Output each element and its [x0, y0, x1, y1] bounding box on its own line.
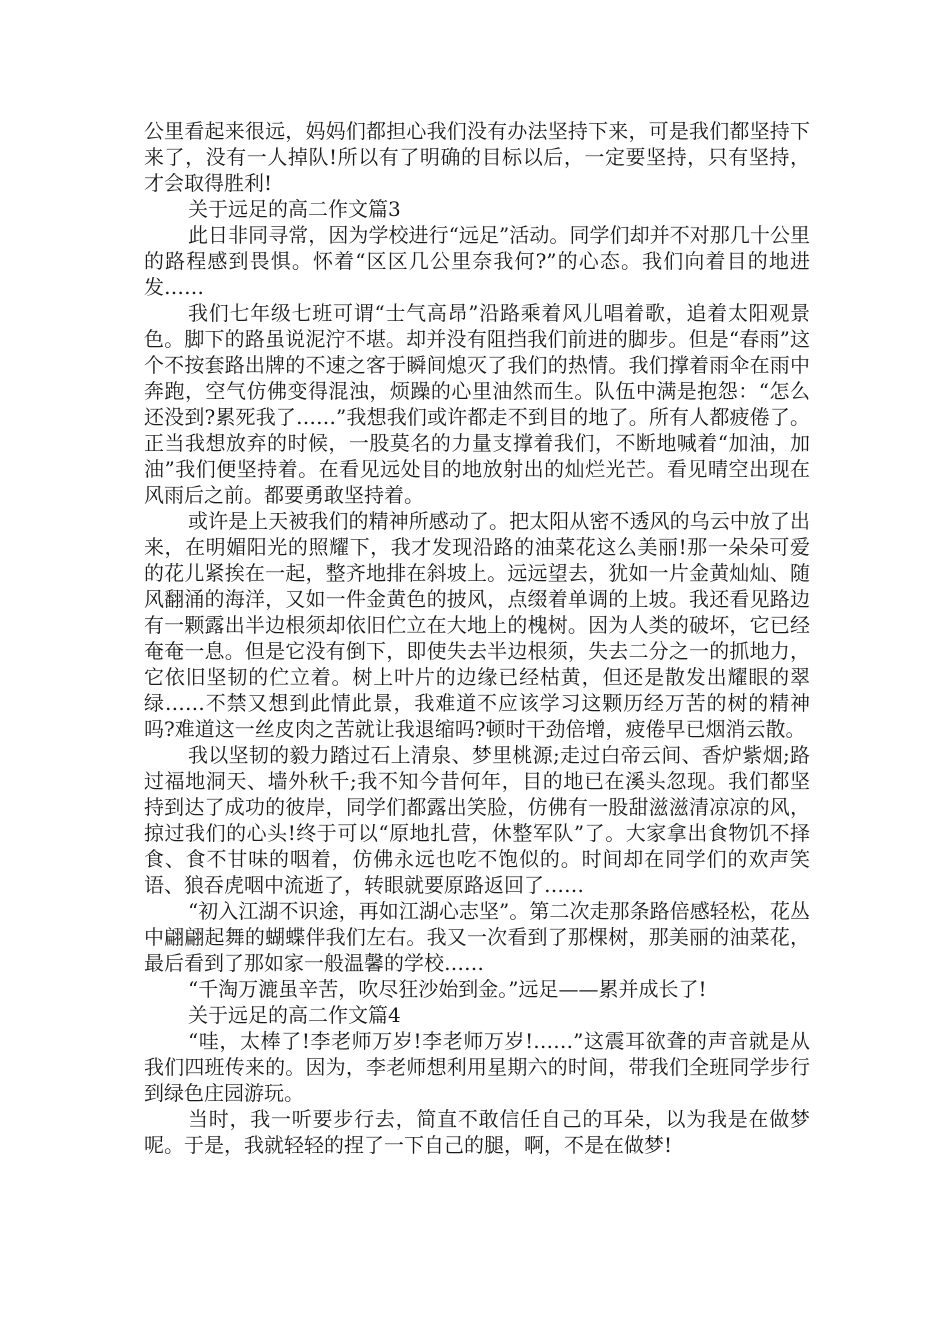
section-heading-4: 关于远足的高二作文篇4 — [188, 1003, 401, 1027]
paragraph: “千淘万漉虽辛苦，吹尽狂沙始到金。”远足——累并成长了! — [188, 977, 707, 1001]
paragraph: 当时，我一听要步行去，简直不敢信任自己的耳朵，以为我是在做梦呢。于是，我就轻轻的捏了一下自己的腿，啊，不是在做梦! — [144, 1107, 810, 1157]
paragraph-continuation: 公里看起来很远，妈妈们都担心我们没有办法坚持下来，可是我们都坚持下来了，没有一人掉队!所以有了明确的目标以后，一定要坚持，只有坚持，才会取得胜利! — [144, 119, 810, 195]
paragraph: “初入江湖不识途，再如江湖心志坚”。第二次走那条路倍感轻松，花丛中翩翩起舞的蝴蝶伴我们左右。我又一次看到了那棵树，那美丽的油菜花，最后看到了那如家一般温馨的学校…… — [144, 899, 810, 975]
paragraph: 我们七年级七班可谓“士气高昂”沿路乘着风儿唱着歌，追着太阳观景色。脚下的路虽说泥泞不堪。却并没有阻挡我们前进的脚步。但是“春雨”这个不按套路出牌的不速之客于瞬间熄灭了我们的热情。我们撑着雨伞在雨中奔跑，空气仿佛变得混浊，烦躁的心里油然而生。队伍中满是抱怨：“怎么还没到?累死我了……”我想我们或许都走不到目的地了。所有人都疲倦了。正当我想放弃的时候，一股莫名的力量支撑着我们，不断地喊着“加油，加油”我们便坚持着。在看见远处目的地放射出的灿烂光芒。看见晴空出现在风雨后之前。都要勇敢坚持着。 — [144, 301, 810, 507]
document-page — [144, 118, 810, 1158]
paragraph: 或许是上天被我们的精神所感动了。把太阳从密不透风的乌云中放了出来，在明媚阳光的照耀下，我才发现沿路的油菜花这么美丽!那一朵朵可爱的花儿紧挨在一起，整齐地排在斜坡上。远远望去，犹如一片金黄灿灿、随风翻涌的海洋，又如一件金黄色的披风，点缀着单调的上坡。我还看见路边有一颗露出半边根须却依旧伫立在大地上的槐树。因为人类的破坏，它已经奄奄一息。但是它没有倒下，即使失去半边根须，失去二分之一的抓地力，它依旧坚韧的伫立着。树上叶片的边缘已经枯黄，但还是散发出耀眼的翠绿……不禁又想到此情此景，我难道不应该学习这颗历经万苦的树的精神吗?难道这一丝皮肉之苦就让我退缩吗?顿时干劲倍增，疲倦早已烟消云散。 — [144, 509, 810, 741]
paragraph: “哇，太棒了!李老师万岁!李老师万岁!……”这震耳欲聋的声音就是从我们四班传来的。因为，李老师想利用星期六的时间，带我们全班同学步行到绿色庄园游玩。 — [144, 1029, 810, 1105]
paragraph: 此日非同寻常，因为学校进行“远足”活动。同学们却并不对那几十公里的路程感到畏惧。怀着“区区几公里奈我何?”的心态。我们向着目的地进发…… — [144, 223, 810, 299]
paragraph: 我以坚韧的毅力踏过石上清泉、梦里桃源;走过白帝云间、香炉紫烟;路过福地洞天、墙外秋千;我不知今昔何年，目的地已在溪头忽现。我们都坚持到达了成功的彼岸，同学们都露出笑脸，仿佛有一股甜滋滋清凉凉的风，掠过我们的心头!终于可以“原地扎营，休整军队”了。大家拿出食物饥不择食、食不甘味的咽着，仿佛永远也吃不饱似的。时间却在同学们的欢声笑语、狼吞虎咽中流逝了，转眼就要原路返回了…… — [144, 743, 810, 897]
section-heading-3: 关于远足的高二作文篇3 — [188, 197, 401, 221]
